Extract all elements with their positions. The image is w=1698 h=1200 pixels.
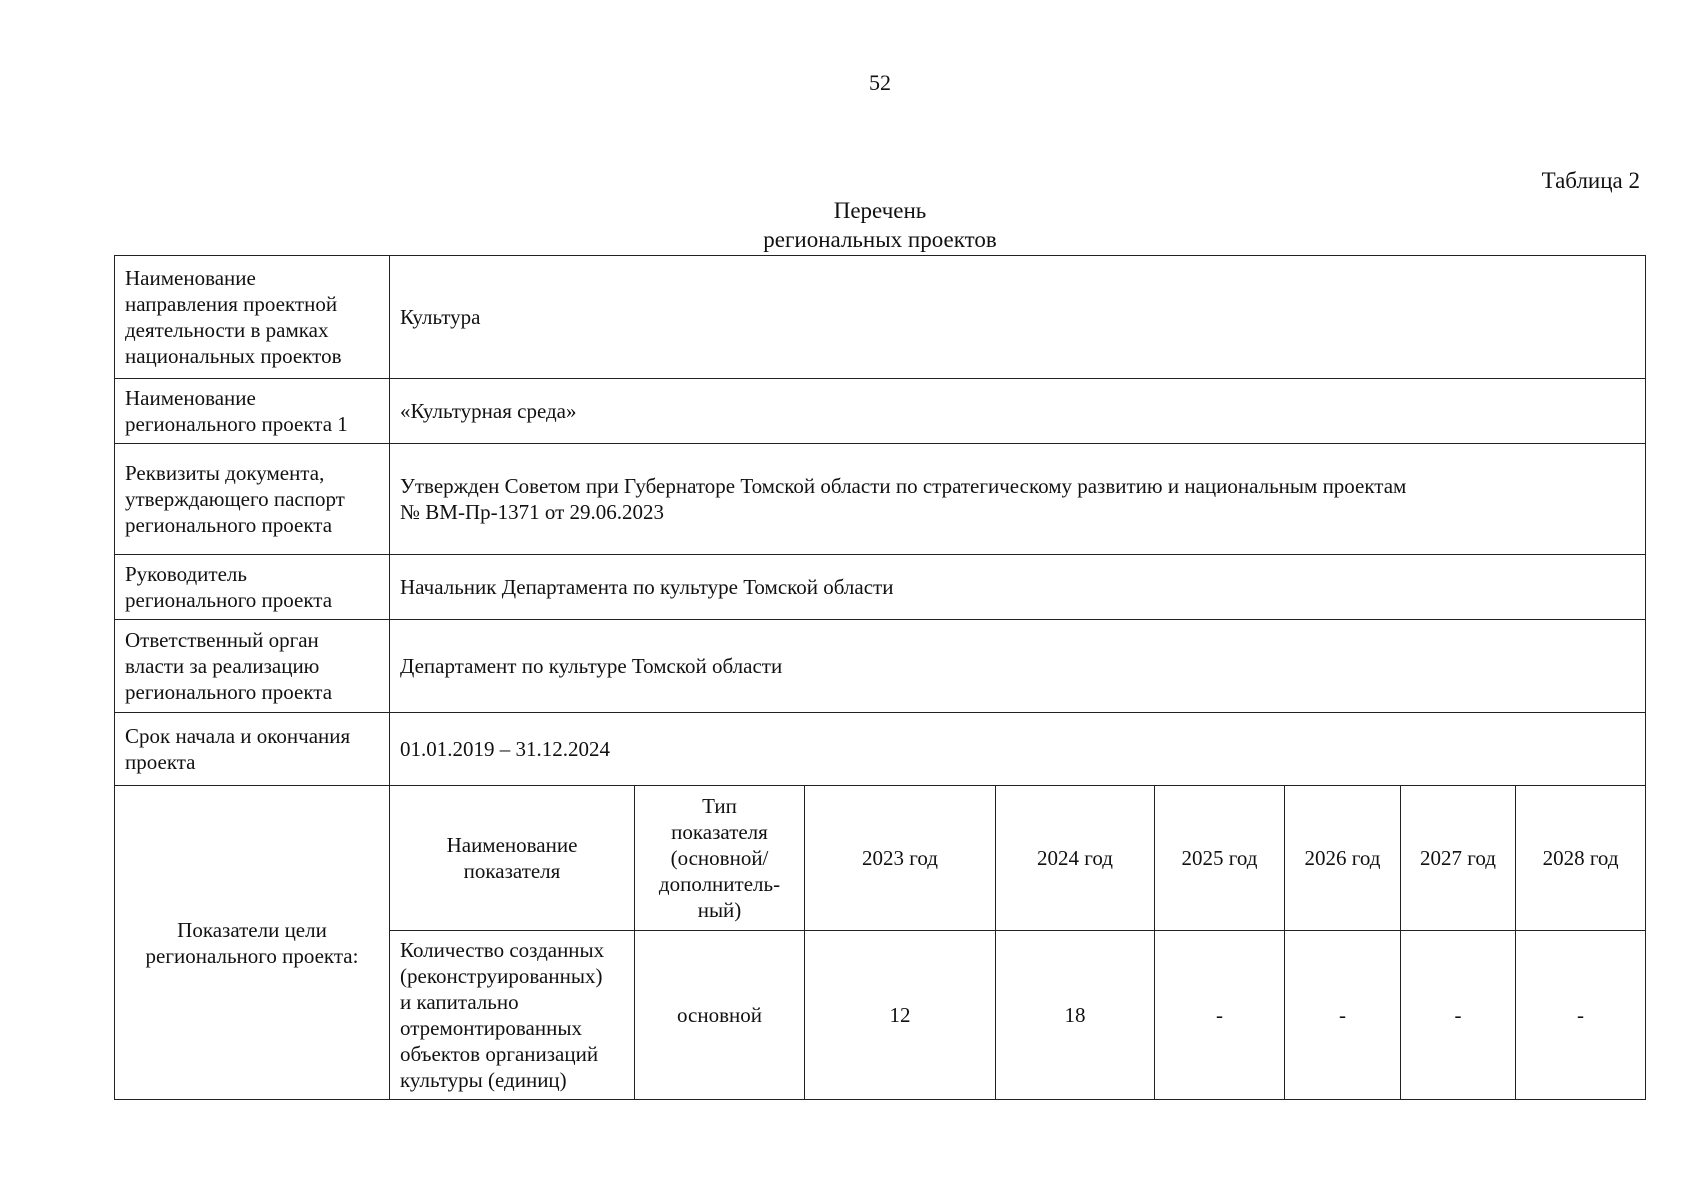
- table-title: [0, 196, 1698, 254]
- value-2026: -: [1285, 931, 1401, 1100]
- page-number: 52: [869, 70, 891, 95]
- direction-label: Наименование направления проектной деятельности в рамках национальных проектов: [115, 256, 390, 379]
- indicators-header-row: [115, 786, 1646, 931]
- requisites-label: Реквизиты документа, утверждающего паспорт регионального проекта: [115, 444, 390, 555]
- term-value: 01.01.2019 – 31.12.2024: [390, 713, 1646, 786]
- table-row: [115, 620, 1646, 713]
- year-header-2023: 2023 год: [805, 786, 996, 931]
- year-header-2026: 2026 год: [1285, 786, 1401, 931]
- responsible-value: Департамент по культуре Томской области: [390, 620, 1646, 713]
- value-2023: 12: [805, 931, 996, 1100]
- table-title-line2: региональных проектов: [763, 227, 997, 252]
- leader-label: Руководитель регионального проекта: [115, 555, 390, 620]
- regional-projects-table: [114, 255, 1646, 1100]
- direction-value: Культура: [390, 256, 1646, 379]
- table-row: [115, 713, 1646, 786]
- indicator-type-header: Тип показателя (основной/ дополнитель- ный): [635, 786, 805, 931]
- project-name-value: «Культурная среда»: [390, 379, 1646, 444]
- table-row: [115, 555, 1646, 620]
- leader-value: Начальник Департамента по культуре Томской области: [390, 555, 1646, 620]
- value-2028: -: [1516, 931, 1646, 1100]
- indicators-label: Показатели цели регионального проекта:: [115, 786, 390, 1100]
- table-row: [115, 444, 1646, 555]
- indicator-name: Количество созданных (реконструированных) и капитально отремонтированных объектов организаций культуры (единиц): [390, 931, 635, 1100]
- requisites-value: Утвержден Советом при Губернаторе Томской области по стратегическому развитию и национальным проектам № ВМ-Пр-1371 от 29.06.2023: [390, 444, 1646, 555]
- table-title-line1: Перечень: [833, 198, 927, 223]
- table-row: [115, 256, 1646, 379]
- term-label: Срок начала и окончания проекта: [115, 713, 390, 786]
- year-header-2024: 2024 год: [996, 786, 1155, 931]
- year-header-2025: 2025 год: [1155, 786, 1285, 931]
- value-2024: 18: [996, 931, 1155, 1100]
- value-2025: -: [1155, 931, 1285, 1100]
- indicator-type: основной: [635, 931, 805, 1100]
- year-header-2028: 2028 год: [1516, 786, 1646, 931]
- table-label: Таблица 2: [1541, 168, 1640, 193]
- value-2027: -: [1401, 931, 1516, 1100]
- responsible-label: Ответственный орган власти за реализацию регионального проекта: [115, 620, 390, 713]
- project-name-label: Наименование регионального проекта 1: [115, 379, 390, 444]
- indicator-name-header: Наименование показателя: [390, 786, 635, 931]
- year-header-2027: 2027 год: [1401, 786, 1516, 931]
- table-row: [115, 379, 1646, 444]
